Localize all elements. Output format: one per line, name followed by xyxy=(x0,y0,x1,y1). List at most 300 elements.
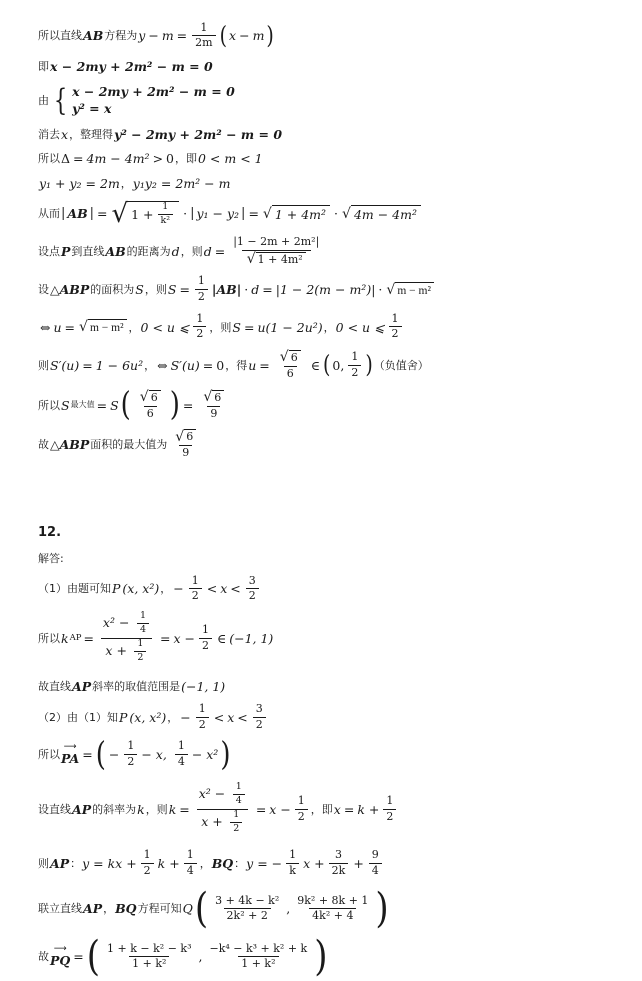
part2-right-den: 2 xyxy=(253,717,266,732)
part1-slope-eq2: = xyxy=(159,630,171,646)
line1-x: x xyxy=(229,28,237,44)
line11-prefix: 则 xyxy=(38,358,49,372)
line1-prefix: 所以直线 xyxy=(38,29,82,43)
part2-pq-vector xyxy=(38,933,600,981)
line7-sqrt3 xyxy=(342,205,421,223)
line1-equals: = xyxy=(176,28,188,44)
part2-k-final-num: 1 xyxy=(386,793,394,807)
line8-to: 到直线 xyxy=(71,244,105,258)
line7-sq2: 4m − 4m² xyxy=(353,207,417,223)
line12-eq: = xyxy=(96,397,108,413)
part2-right-frac xyxy=(253,703,266,731)
line8-den-radical: √ xyxy=(246,250,256,267)
part2-pq-paren-close: ) xyxy=(314,933,328,981)
part2-left-den: 2 xyxy=(196,717,209,732)
line12-arg-frac xyxy=(135,390,166,421)
part2-right-num: 3 xyxy=(255,702,263,716)
part2-lines-bq-f2-n: 3 xyxy=(334,848,342,862)
part2-k-den-frac-d: 2 xyxy=(230,822,242,835)
part1-slope-num-frac-d: 4 xyxy=(137,623,149,636)
solution-line-4 xyxy=(38,127,600,143)
line1-y: y xyxy=(138,28,146,44)
part1-comma: ， xyxy=(160,582,172,596)
part1-right-num: 3 xyxy=(248,573,256,587)
line7-absy: y₁ − y₂ xyxy=(196,206,240,222)
part2-pa-t2-rest: − x² xyxy=(191,747,219,763)
line12-arg-den: 6 xyxy=(144,406,157,421)
part2-solve-qx xyxy=(212,895,282,923)
part2-solve-comma2: , xyxy=(286,901,291,917)
question-number: 12. xyxy=(38,525,62,541)
line5-eq: = xyxy=(73,151,84,167)
line11-arrow: ⇔ xyxy=(157,358,168,374)
part2-solve-bq: BQ xyxy=(115,901,137,917)
part2-k-eq2: = xyxy=(255,801,267,817)
part1-slope-res-frac xyxy=(199,624,212,652)
line8-eq: = xyxy=(214,243,226,259)
line7-sqrt3-radicand xyxy=(351,205,421,223)
part2-comma: ， xyxy=(167,710,179,724)
line11-frac-num xyxy=(275,350,306,366)
line13-den: 9 xyxy=(179,445,192,460)
line11-interval-frac xyxy=(348,351,361,379)
part2-lines-bq-y: y = − xyxy=(246,856,283,872)
part2-solve-paren-open: ( xyxy=(194,885,209,934)
line1-paren-close: ) xyxy=(266,21,274,50)
line7-sqrt2-radical: √ xyxy=(262,205,272,222)
part2-k-den-x: x + xyxy=(201,813,223,829)
line7-sqrt2-radicand xyxy=(272,205,330,223)
line10-then: ，则 xyxy=(209,320,232,334)
line12-arg-sqrt xyxy=(140,390,161,405)
part2-tag: （2） xyxy=(38,710,67,724)
part2-pa-eq: = xyxy=(82,747,93,763)
vector-pq-label: PQ xyxy=(50,953,71,969)
part2-header xyxy=(38,704,600,732)
answer-label-text: 解答: xyxy=(38,552,64,566)
part2-left-frac xyxy=(196,703,209,731)
part2-pq-x-den: 1 + k² xyxy=(129,956,169,971)
part2-k-num-frac-n: 1 xyxy=(235,781,242,793)
line10-r1 xyxy=(193,313,206,341)
part2-lines-bq-x: x + xyxy=(303,856,325,872)
line7-abs-close: | xyxy=(89,205,95,221)
part1-slope-den-frac-d: 2 xyxy=(134,651,146,664)
line9-half xyxy=(195,275,208,303)
solution-line-10 xyxy=(38,313,600,341)
line8-num: |1 − 2m + 2m²| xyxy=(233,234,320,248)
line10-r2 xyxy=(389,313,402,341)
line7-dot: · xyxy=(183,206,188,222)
line11-frac xyxy=(275,350,306,381)
part1-slope-line xyxy=(38,612,600,665)
solution-line-2 xyxy=(38,59,600,75)
part2-lines-ap-f1 xyxy=(141,849,154,877)
part2-k-num-x2: x² − xyxy=(198,786,226,802)
part2-k-res-frac xyxy=(295,795,308,823)
part2-solve-ap: AP xyxy=(83,901,103,917)
line1-m: m xyxy=(161,28,174,44)
line6-expr1: y₁ + y₂ = 2m xyxy=(39,175,120,191)
line11-sprime: S′(u) xyxy=(50,358,80,374)
part2-pa-t2-frac xyxy=(175,740,188,768)
line13-num xyxy=(170,429,201,445)
part2-x: x xyxy=(227,709,235,725)
line11-u: u xyxy=(248,358,257,374)
line11-sqrt xyxy=(280,350,301,365)
line7-frac-num: 1 xyxy=(162,201,169,213)
part2-solve-paren-close: ) xyxy=(375,885,389,934)
part2-k-num xyxy=(195,783,251,809)
line4-x: x xyxy=(61,126,69,142)
part1-p: P xyxy=(112,581,121,597)
part2-k-res: x − xyxy=(269,801,291,817)
line5-mid: ，即 xyxy=(175,152,197,166)
line11-eq: = xyxy=(82,358,93,374)
system-brace: { xyxy=(53,83,68,119)
line3-system xyxy=(51,84,236,118)
part2-k-k3: k + xyxy=(357,801,380,817)
line7-prefix: 从而 xyxy=(38,207,60,221)
part1-lt2: < xyxy=(230,581,241,597)
part2-solve-qy-num: 9k² + 8k + 1 xyxy=(297,893,369,907)
part2-k-k2: k xyxy=(168,801,177,817)
part2-k-final-den: 2 xyxy=(383,809,396,824)
line4-prefix: 消去 xyxy=(38,127,60,141)
solution-line-8 xyxy=(38,236,600,267)
line11-interval-open: ( xyxy=(322,350,331,380)
part1-conclusion xyxy=(38,679,600,695)
part2-pa-cn: 所以 xyxy=(38,748,60,762)
line12-s2: S xyxy=(110,397,119,413)
line1-paren-open: ( xyxy=(219,21,228,50)
line9-half-num: 1 xyxy=(197,274,205,288)
part1-minus: − xyxy=(173,581,184,597)
line9-triangle: △ABP xyxy=(50,282,90,298)
line11-sprime2: S′(u) xyxy=(170,358,200,374)
part2-lines-ap-expr: y = kx + xyxy=(82,856,137,872)
vector-pq-arrow-icon: ⟶ xyxy=(53,944,67,955)
line9-prefix: 设 xyxy=(38,283,49,297)
line9-area: 的面积为 xyxy=(90,283,135,297)
line11-eq3: = xyxy=(259,358,270,374)
part2-lines-ap-f1-d: 2 xyxy=(141,863,154,878)
line7-eq: = xyxy=(97,206,108,222)
line1-frac-num: 1 xyxy=(200,20,208,34)
part2-lines-bq-f1 xyxy=(286,849,299,877)
part1-slope-num-x2: x² − xyxy=(102,615,130,631)
part2-k-res-den: 2 xyxy=(295,809,308,824)
line8-d: d xyxy=(171,243,180,259)
line10-eq2: = xyxy=(243,319,255,335)
part2-lines-bq-f3 xyxy=(369,849,382,877)
part2-pa-t1-minus: − xyxy=(108,747,120,763)
part2-pa-paren-close: ) xyxy=(220,736,231,774)
part2-lines-ap-f2 xyxy=(184,849,197,877)
part2-k-bigfrac xyxy=(195,783,251,836)
line7-frac-den: k² xyxy=(158,214,174,227)
part2-lines-ap-f2-d: 4 xyxy=(184,863,197,878)
line12-arg-num xyxy=(135,390,166,406)
line6-expr2: y₁y₂ = 2m² − m xyxy=(132,175,231,191)
part1-slope-sub: AP xyxy=(69,633,82,644)
line10-comma2: ， xyxy=(323,320,335,334)
line10-eq: = xyxy=(64,319,76,335)
part1-concl-cn: 故直线 xyxy=(38,679,71,693)
part2-k-eq: = xyxy=(179,801,190,817)
part2-left-num: 1 xyxy=(198,702,206,716)
line10-radical: √ xyxy=(79,319,88,336)
line5-gt: > xyxy=(152,151,164,167)
solution-line-6 xyxy=(38,176,600,192)
part1-slope-den xyxy=(101,638,152,665)
line8-prefix: 设点 xyxy=(38,244,60,258)
part2-solve-qx-den: 2k² + 2 xyxy=(224,908,271,923)
part2-lines-ap-f1-n: 1 xyxy=(143,848,151,862)
part2-lines-bq-plus: + xyxy=(353,856,364,872)
line1-minus2: − xyxy=(239,28,250,44)
part1-slope-interval: (−1, 1) xyxy=(229,630,274,646)
part2-lines-bq-f2 xyxy=(329,849,349,877)
part2-k-den-frac xyxy=(230,810,242,835)
line7-sqrt2 xyxy=(263,205,330,223)
part1-concl-ap: AP xyxy=(72,679,92,695)
line11-in: ∈ xyxy=(310,358,320,374)
line7-absy-close: | xyxy=(241,205,246,221)
part2-minus: − xyxy=(180,709,191,725)
line12-paren-close: ) xyxy=(169,386,180,425)
line11-comma: ， xyxy=(144,358,156,372)
line13-triangle: △ABP xyxy=(50,437,90,453)
line10-sqrt xyxy=(79,319,127,335)
system-row-1: x − 2my + 2m² − m = 0 xyxy=(72,83,235,99)
line12-arg-radicand: 6 xyxy=(149,390,161,405)
part1-slope-in: ∈ xyxy=(216,630,227,646)
part2-p: P xyxy=(119,709,128,725)
line7-sqrt1-radicand xyxy=(128,201,179,228)
part1-slope-den-frac-n: 1 xyxy=(137,638,144,650)
line9-s2: S xyxy=(167,282,177,298)
part1-slope-den-x: x + xyxy=(105,643,127,659)
part1-tag: （1） xyxy=(38,582,67,596)
line13-radical: √ xyxy=(175,428,185,445)
part2-pq-x xyxy=(104,943,194,971)
line9-s: S xyxy=(135,282,144,298)
line10-radicand: m − m² xyxy=(88,319,127,335)
part2-k-eq3: = xyxy=(343,801,355,817)
line8-p: P xyxy=(61,243,71,259)
line9-eq2: = xyxy=(262,282,273,298)
line9-expr: |1 − 2(m − m²)| xyxy=(275,282,376,298)
line12-prefix: 所以 xyxy=(38,398,60,412)
line10-arrow: ⇔ xyxy=(40,319,51,335)
line12-result-num xyxy=(198,390,229,406)
part1-x: x xyxy=(220,581,228,597)
part2-lt2: < xyxy=(237,709,248,725)
line3-prefix: 由 xyxy=(38,93,49,107)
part1-right-frac xyxy=(246,575,259,603)
part2-pa-t1-num: 1 xyxy=(127,739,135,753)
line4-mid: ，整理得 xyxy=(69,127,114,141)
line6-sep: ， xyxy=(120,176,132,190)
line13-radicand: 6 xyxy=(184,429,196,444)
line10-expr: u(1 − 2u²) xyxy=(257,319,323,335)
line10-u: u xyxy=(53,319,62,335)
part1-left-frac xyxy=(189,575,202,603)
line5-prefix: 所以 xyxy=(38,152,60,166)
vector-pa xyxy=(61,742,80,767)
line7-eq2: = xyxy=(248,206,259,222)
vector-pq xyxy=(50,944,71,969)
line9-abs-ab: |AB| xyxy=(211,282,242,298)
solution-line-13 xyxy=(38,430,600,461)
line13-mid: 面积的最大值为 xyxy=(90,438,168,452)
part2-k-cn: 设直线 xyxy=(38,802,71,816)
line7-absy-open: | xyxy=(190,205,195,221)
line9-cdot: · xyxy=(378,282,383,298)
part1-slope-res: x − xyxy=(173,630,195,646)
line5-range: 0 < m < 1 xyxy=(198,151,263,167)
part2-k-cn2: 的斜率为 xyxy=(92,802,137,816)
line8-den xyxy=(242,250,311,267)
part2-k-num-frac-d: 4 xyxy=(233,794,245,807)
answer-label xyxy=(38,552,600,566)
line11-frac-den: 6 xyxy=(284,366,297,381)
part2-solve-qy-den: 4k² + 4 xyxy=(309,908,356,923)
line10-range1: 0 < u ⩽ xyxy=(140,319,190,335)
line10-r1-den: 2 xyxy=(193,326,206,341)
line7-sqrt3-radical: √ xyxy=(342,205,351,222)
part1-slope-res-num: 1 xyxy=(201,623,209,637)
part2-k-x: x xyxy=(333,801,341,817)
system-row-2: y² = x xyxy=(72,100,112,116)
line12-paren-open: ( xyxy=(120,386,131,425)
line1-ab: AB xyxy=(83,28,104,44)
solution-line-1 xyxy=(38,22,600,50)
line12-result-radicand: 6 xyxy=(212,390,224,405)
line2-expr: x − 2my + 2m² − m = 0 xyxy=(50,59,213,75)
line1-frac-den: 2m xyxy=(192,35,215,50)
part2-k-cn3: ，则 xyxy=(145,802,168,816)
line5-zero: 0 xyxy=(166,151,174,167)
line11-expr: 1 − 6u² xyxy=(95,358,144,374)
line8-den-radicand: 1 + 4m² xyxy=(256,252,306,267)
part2-lines-eq xyxy=(38,850,600,878)
line13-frac xyxy=(170,429,201,460)
part2-k-den-frac-n: 1 xyxy=(233,809,240,821)
part2-pa-t2-num: 1 xyxy=(177,739,185,753)
line2-prefix: 即 xyxy=(38,60,49,74)
line8-fraction xyxy=(230,236,322,267)
part2-lines-ap: AP xyxy=(50,856,70,872)
line9-sqrt xyxy=(386,282,434,298)
part2-cn: 由（1）知 xyxy=(67,710,118,724)
part2-solve-cn: 联立直线 xyxy=(38,902,82,916)
section-separator-2 xyxy=(38,497,600,525)
part2-lines-colon: ： xyxy=(70,857,82,871)
part1-slope-eq: = xyxy=(83,630,94,646)
line7-abs-open: | xyxy=(61,205,66,221)
part1-slope-cn: 所以 xyxy=(38,631,60,645)
line11-eq2: = xyxy=(202,358,214,374)
line8-ab: AB xyxy=(105,243,126,259)
line12-result-frac xyxy=(198,390,229,421)
part1-cn: 由题可知 xyxy=(67,582,111,596)
part2-lines-ap-f2-n: 1 xyxy=(186,848,194,862)
line8-dist: 的距离为 xyxy=(126,244,171,258)
line1-fraction xyxy=(192,22,215,50)
line10-s: S xyxy=(232,319,241,335)
part2-k-ap: AP xyxy=(72,801,92,817)
part1-slope-num-frac xyxy=(137,611,149,636)
line5-expr: 4m − 4m² xyxy=(86,151,150,167)
part1-header xyxy=(38,575,600,603)
part1-slope-num-frac-n: 1 xyxy=(139,610,146,622)
line4-expr: y² − 2my + 2m² − m = 0 xyxy=(114,126,283,142)
vector-pa-label: PA xyxy=(61,751,80,767)
part1-concl-cn2: 斜率的取值范围是 xyxy=(92,679,181,693)
line12-arg-radical: √ xyxy=(139,388,149,405)
line8-d2: d xyxy=(203,243,212,259)
part2-lines-comma: ， xyxy=(199,857,211,871)
line5-delta: Δ xyxy=(61,151,71,167)
part1-left-den: 2 xyxy=(189,588,202,603)
line7-cdot: · xyxy=(334,206,339,222)
vector-pa-arrow-icon: ⟶ xyxy=(63,742,77,753)
part2-solve-qy xyxy=(294,895,371,923)
line11-interval-close: ) xyxy=(365,350,373,380)
part2-pq-x-num: 1 + k − k² − k³ xyxy=(107,941,192,955)
line10-r2-den: 2 xyxy=(389,326,402,341)
part1-slope-bigfrac xyxy=(99,612,155,665)
line9-dot: · xyxy=(244,282,249,298)
line9-half-den: 2 xyxy=(195,289,208,304)
part2-k-den xyxy=(197,809,248,836)
line9-radicand: m − m² xyxy=(395,282,434,298)
line8-then: ，则 xyxy=(180,244,203,258)
line12-sub: 最大值 xyxy=(70,400,95,410)
line9-d: d xyxy=(251,282,260,298)
part1-concl-interval: (−1, 1) xyxy=(181,679,226,695)
line9-eq: = xyxy=(179,282,190,298)
line1-mid: 方程为 xyxy=(104,29,138,43)
line10-range2: 0 < u ⩽ xyxy=(335,319,385,335)
line11-radicand: 6 xyxy=(289,350,301,365)
part1-right-den: 2 xyxy=(246,588,259,603)
part2-solve-line xyxy=(38,885,600,934)
part2-solve-q: Q xyxy=(182,901,193,917)
solution-line-12 xyxy=(38,386,600,425)
line7-ab: AB xyxy=(67,206,88,222)
line11-interval-num: 1 xyxy=(351,350,359,364)
line10-comma: ， xyxy=(128,320,140,334)
part2-solve-comma: ， xyxy=(103,902,115,916)
line11-interval-den: 2 xyxy=(348,365,361,380)
part2-pa-t1-frac xyxy=(124,740,137,768)
line10-r1-num: 1 xyxy=(196,311,204,325)
part2-lines-bq-f1-n: 1 xyxy=(289,848,297,862)
part1-left-num: 1 xyxy=(191,573,199,587)
line11-radical: √ xyxy=(279,349,289,366)
part2-lines-bq-f1-d: k xyxy=(286,863,299,878)
line7-sqrt1-radical: √ xyxy=(111,198,129,229)
part2-pa-vector xyxy=(38,736,600,774)
line12-s: S xyxy=(61,397,70,413)
line11-interval-zero: 0, xyxy=(332,358,345,374)
part1-slope-res-den: 2 xyxy=(199,638,212,653)
part2-pq-eq: = xyxy=(73,949,84,965)
part2-lines-cn: 则 xyxy=(38,857,49,871)
